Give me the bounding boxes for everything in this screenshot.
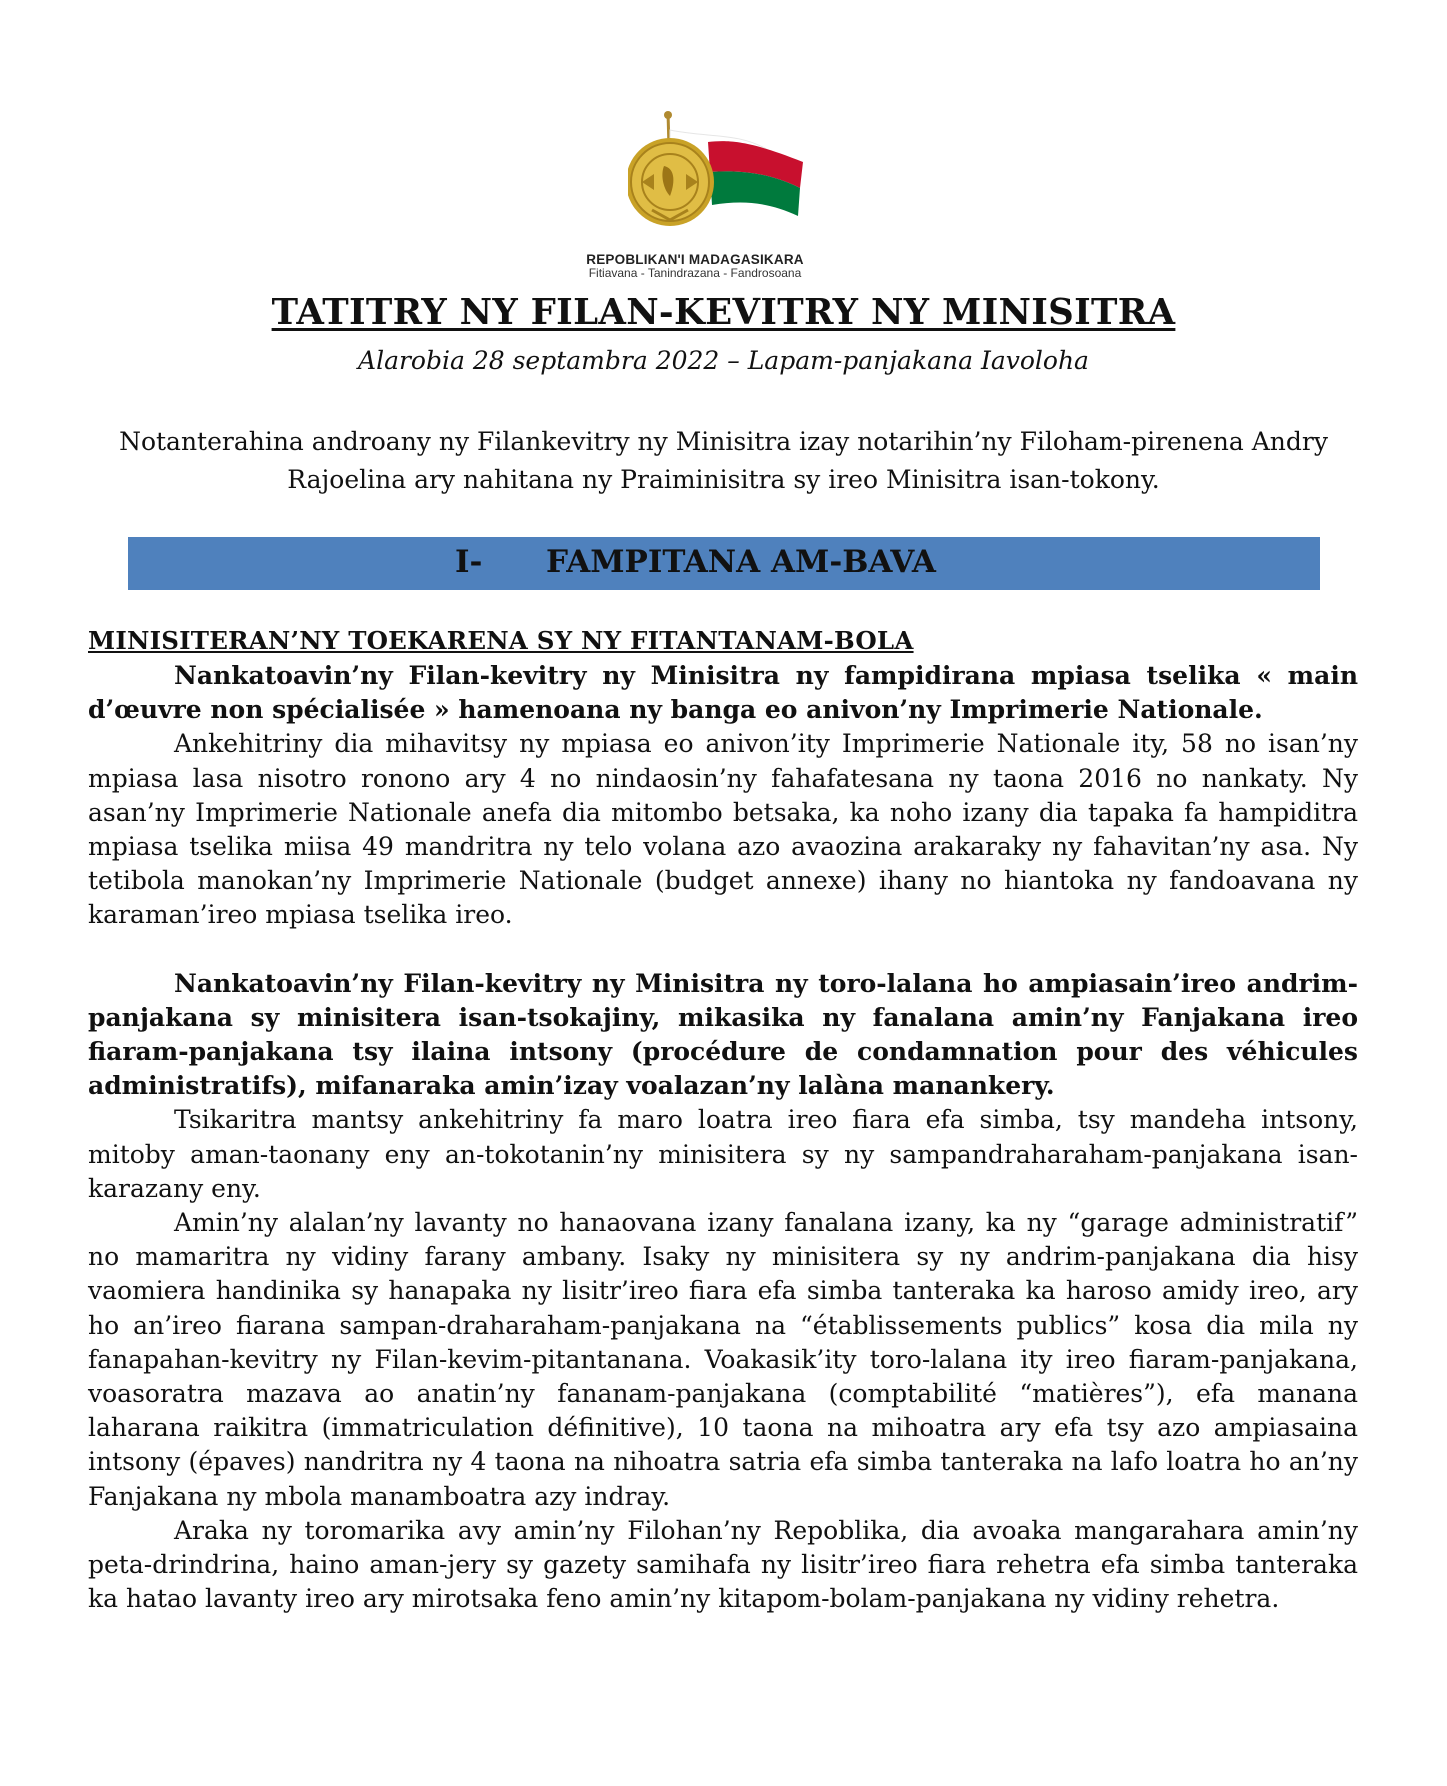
- document-date-location: Alarobia 28 septambra 2022 – Lapam-panjakana Iavoloha: [358, 346, 1089, 375]
- body-paragraph: Amin’ny alalan’ny lavanty no hanaovana izany fanalana izany, ka ny “garage administratif” no mamaritra ny vidiny farany ambany. Isaky ny minisitera sy ny andrim-panjakana dia hisy vaomiera handinika sy hanapaka ny lisitr’ireo fiara efa simba tanteraka ka haroso amidy ireo, ary ho an’ireo fiarana sampan-draharaham-panjakana na “établissements publics” kosa dia mila ny fanapahan-kevitry ny Filan-kevim-pitantanana. Voakasik’ity toro-lalana ity ireo fiaram-panjakana, voasoratra mazava ao anatin’ny fananam-panjakana (comptabilité “matières”), efa manana laharana raikitra (immatriculation définitive), 10 taona na mihoatra ary efa tsy azo ampiasaina intsony (épaves) nandritra ny 4 taona na nihoatra satria efa simba tanteraka na lafo loatra ho an’ny Fanjakana ny mbola manamboatra azy indray.: [88, 1208, 1358, 1511]
- intro-paragraph: Notanterahina androany ny Filankevitry ny Minisitra izay notarihin’ny Filoham-pirenena Andry Rajoelina ary nahitana ny Praiminisitra sy ireo Minisitra isan-tokony.: [119, 427, 1328, 494]
- republic-motto: Fitiavana - Tanindrazana - Fandrosoana: [588, 266, 802, 280]
- document-body: [88, 659, 1358, 1616]
- section-number: I-: [455, 544, 483, 580]
- document-title: TATITRY NY FILAN-KEVITRY NY MINISITRA: [271, 292, 1176, 333]
- body-paragraph: Ankehitriny dia mihavitsy ny mpiasa eo anivon’ity Imprimerie Nationale ity, 58 no isan’ny mpiasa lasa nisotro ronono ary 4 no nindaosin’ny fahafatesana ny taona 2016 no nankaty. Ny asan’ny Imprimerie Nationale anefa dia mitombo betsaka, ka noho izany dia tapaka fa hampiditra mpiasa tselika miisa 49 mandritra ny telo volana azo avaozina arakaraky ny fahavitan’ny asa. Ny tetibola manokan’ny Imprimerie Nationale (budget annexe) ihany no hiantoka ny fandoavana ny karaman’ireo mpiasa tselika ireo.: [88, 729, 1358, 930]
- decision-paragraph: Nankatoavin’ny Filan-kevitry ny Minisitra ny toro-lalana ho ampiasain’ireo andrim-panjakana sy minisitera isan-tsokajiny, mikasika ny fanalana amin’ny Fanjakana ireo fiaram-panjakana tsy ilaina intsony (procédure de condamnation pour des véhicules administratifs), mifanaraka amin’izay voalazan’ny lalàna manankery.: [88, 968, 1358, 1101]
- section-title: FAMPITANA AM-BAVA: [546, 544, 936, 580]
- decision-paragraph: Nankatoavin’ny Filan-kevitry ny Minisitra ny fampidirana mpiasa tselika « main d’œuvre non spécialisée » hamenoana ny banga eo anivon’ny Imprimerie Nationale.: [88, 661, 1358, 725]
- republic-emblem-logo: [628, 110, 818, 240]
- body-paragraph: Tsikaritra mantsy ankehitriny fa maro loatra ireo fiara efa simba, tsy mandeha intsony, mitoby aman-taonany eny an-tokotanin’ny minisitera sy ny sampandraharaham-panjakana isan-karazany eny.: [88, 1105, 1358, 1203]
- body-paragraph: Araka ny toromarika avy amin’ny Filohan’ny Repoblika, dia avoaka mangarahara amin’ny peta-drindrina, haino aman-jery sy gazety samihafa ny lisitr’ireo fiara rehetra efa simba tanteraka ka hatao lavanty ireo ary mirotsaka feno amin’ny kitapom-bolam-panjakana ny vidiny rehetra.: [88, 1515, 1358, 1614]
- ministry-heading: MINISITERAN’NY TOEKARENA SY NY FITANTANAM-BOLA: [88, 626, 914, 655]
- section-header-bar: [128, 537, 1320, 590]
- republic-name: REPOBLIKAN'I MADAGASIKARA: [586, 252, 804, 267]
